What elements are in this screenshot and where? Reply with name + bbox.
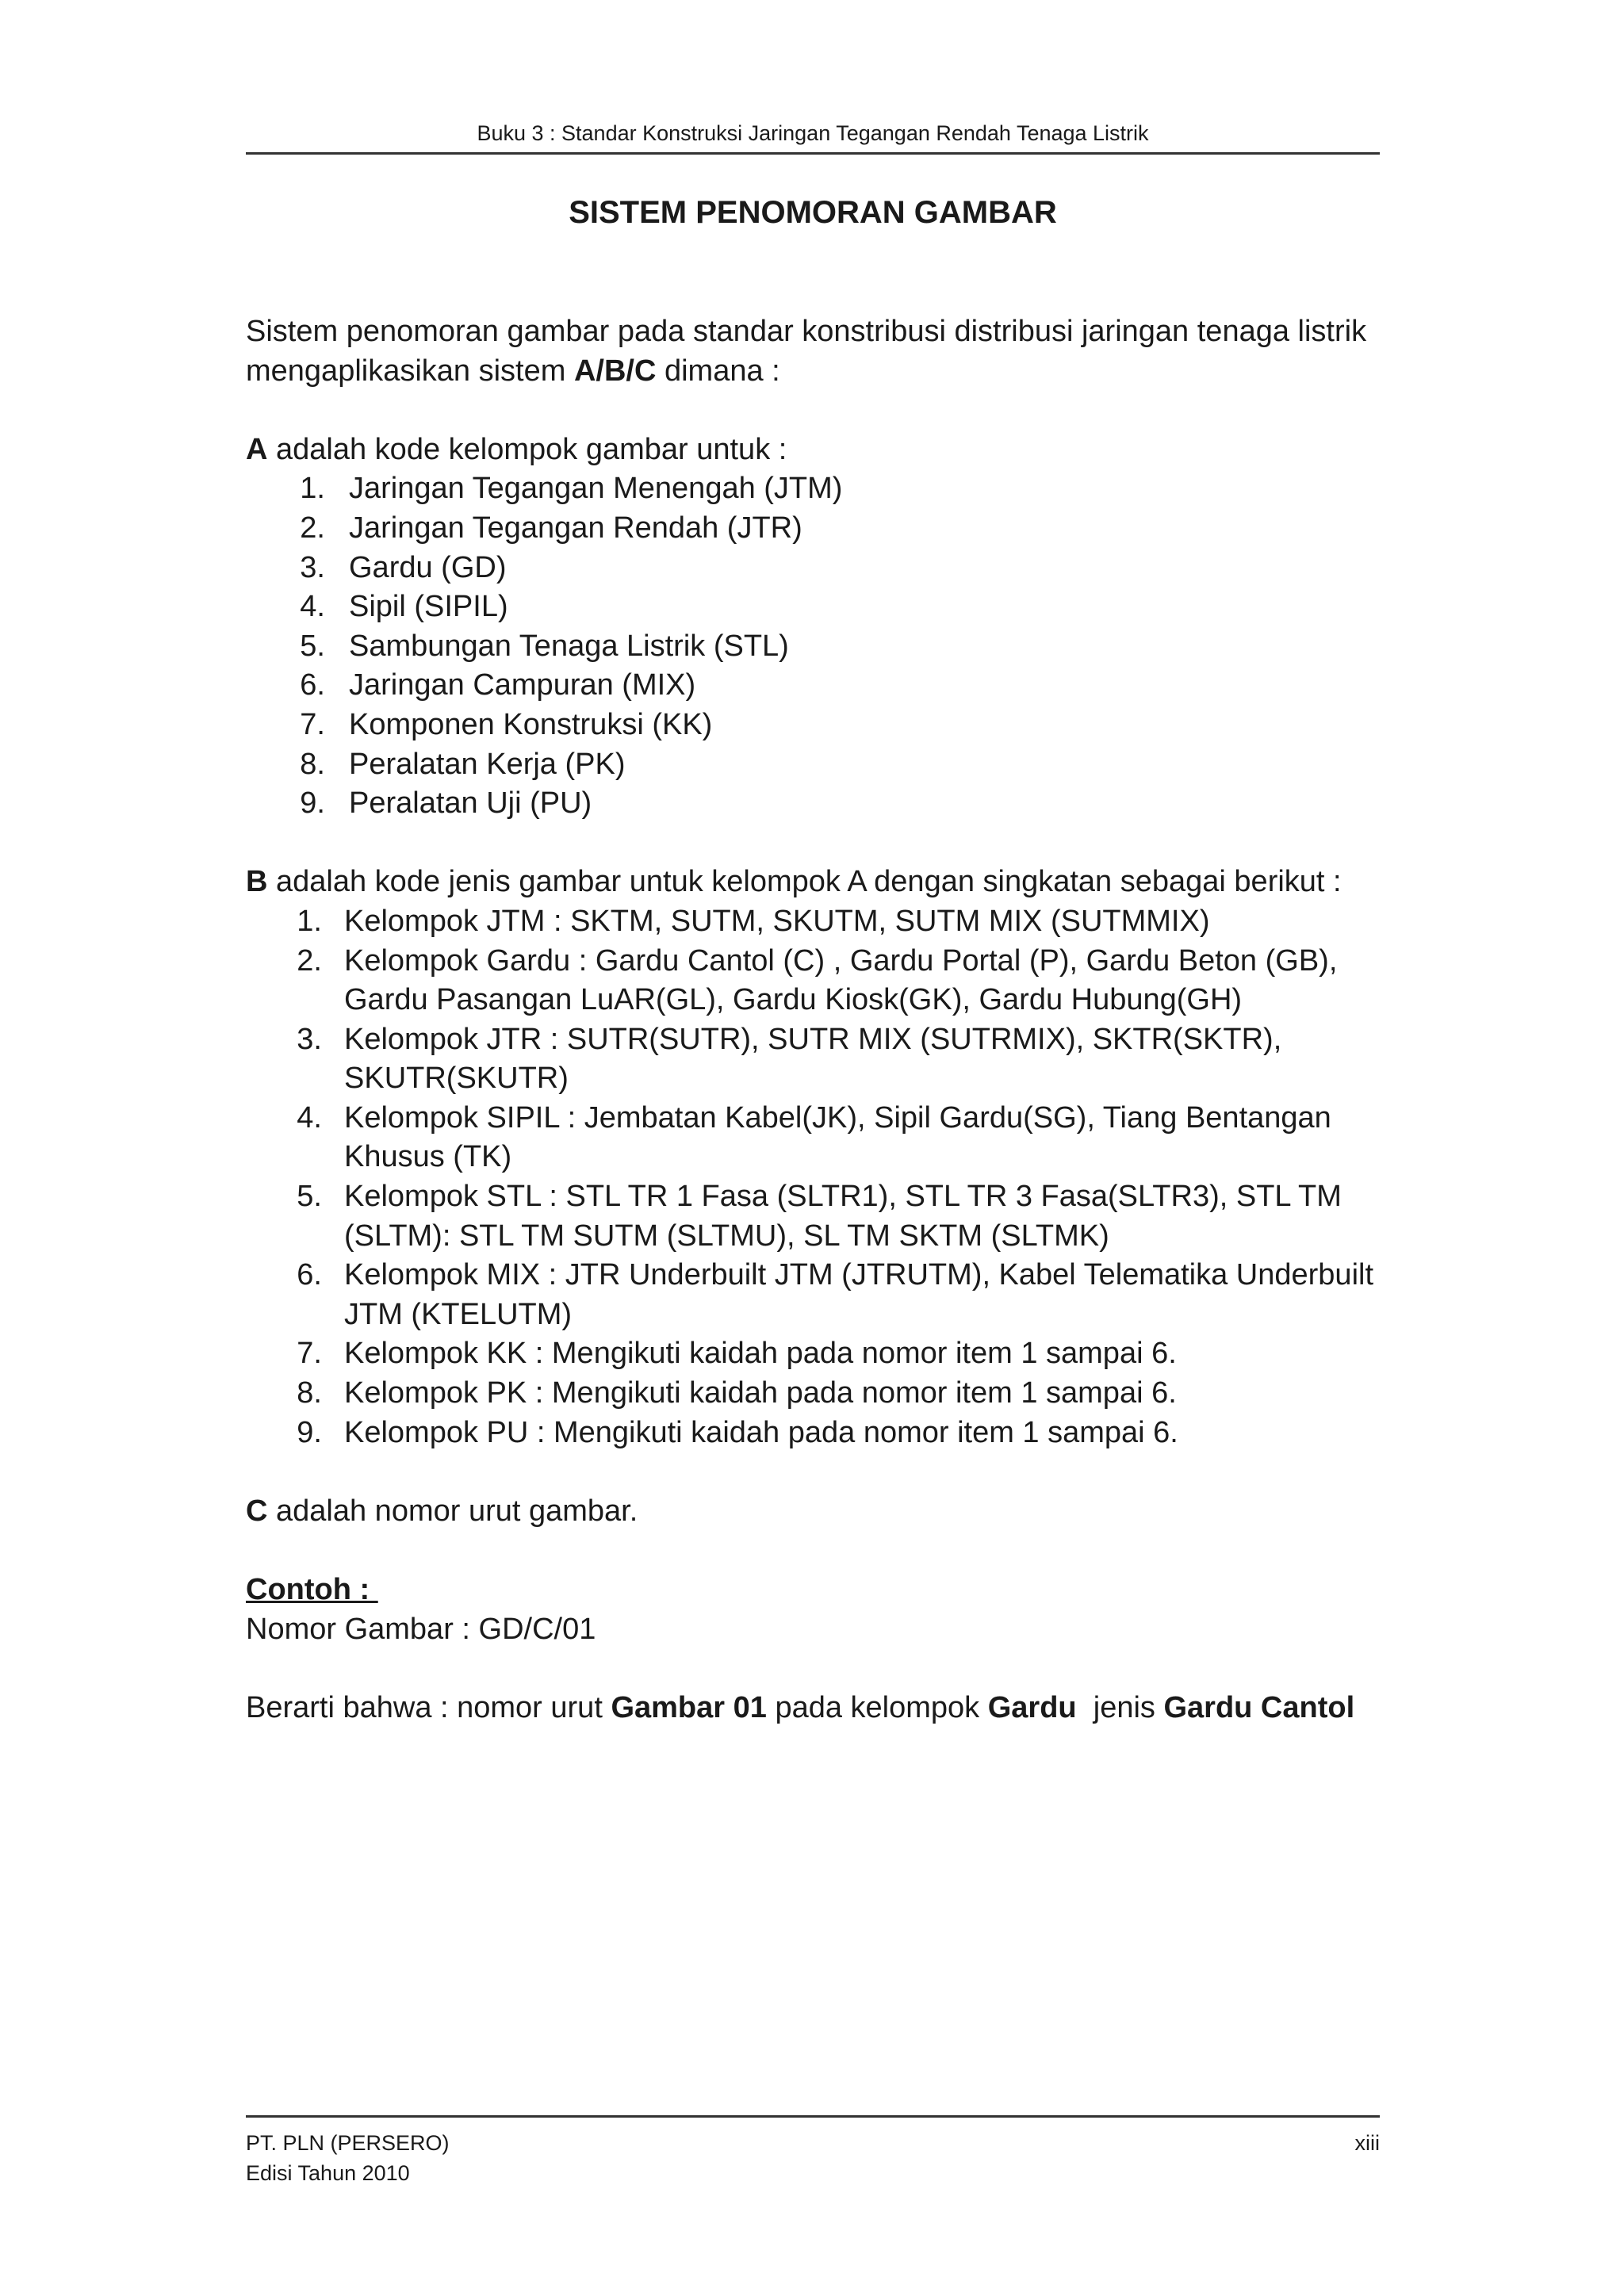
list-item: 7. Komponen Konstruksi (KK) (300, 707, 713, 741)
page-title: SISTEM PENOMORAN GAMBAR (569, 195, 1057, 230)
spacer (246, 391, 1380, 430)
intro-bold-system: A/B/C (573, 354, 657, 388)
list-item: 1. Jaringan Tegangan Menengah (JTM) (300, 472, 843, 506)
list-item: 2. Kelompok Gardu : Gardu Cantol (C) , Gardu Portal (P), Gardu Beton (GB), Gardu Pasangan LuAR(GL), Gardu Kiosk(GK), Gardu Hubung(GH) (297, 943, 1338, 1017)
list-item: 5. Kelompok STL : STL TR 1 Fasa (SLTR1), STL TR 3 Fasa(SLTR3), STL TM (SLTM): STL TM SUTM (SLTMU), SL TM SKTM (SLTMK) (297, 1180, 1342, 1253)
section-b-text: adalah kode jenis gambar untuk kelompok A dengan singkatan sebagai berikut : (267, 865, 1342, 899)
spacer (246, 824, 1380, 863)
list-item: 3. Gardu (GD) (300, 550, 507, 584)
section-b-list (246, 902, 1380, 1452)
list-item: 3. Kelompok JTR : SUTR(SUTR), SUTR MIX (SUTRMIX), SKTR(SKTR), SKUTR(SKUTR) (297, 1022, 1282, 1096)
example-meaning: Berarti bahwa : nomor urut Gambar 01 pada kelompok Gardu jenis Gardu Cantol (246, 1690, 1355, 1724)
section-c-text: adalah nomor urut gambar. (267, 1494, 638, 1528)
list-item: 6. Jaringan Campuran (MIX) (300, 668, 696, 702)
list-item: 6. Kelompok MIX : JTR Underbuilt JTM (JTRUTM), Kabel Telematika Underbuilt JTM (KTELUTM) (297, 1258, 1374, 1331)
running-header: Buku 3 : Standar Konstruksi Jaringan Tegangan Rendah Tenaga Listrik (477, 121, 1149, 145)
spacer (246, 1649, 1380, 1689)
footer-rule (246, 2115, 1380, 2118)
spacer (246, 1452, 1380, 1492)
list-item: 2. Jaringan Tegangan Rendah (JTR) (300, 511, 802, 545)
section-c-letter: C (246, 1494, 268, 1528)
section-b-heading (246, 863, 1380, 902)
list-item: 5. Sambungan Tenaga Listrik (STL) (300, 629, 789, 663)
section-a-heading (246, 430, 1380, 470)
footer-left (246, 2128, 450, 2188)
list-item: 8. Peralatan Kerja (PK) (300, 747, 626, 781)
header-rule (246, 152, 1380, 155)
list-item: 8. Kelompok PK : Mengikuti kaidah pada nomor item 1 sampai 6. (297, 1376, 1177, 1410)
section-a-text: adalah kode kelompok gambar untuk : (267, 432, 787, 466)
page-number: xiii (1354, 2131, 1380, 2155)
list-item: 7. Kelompok KK : Mengikuti kaidah pada nomor item 1 sampai 6. (297, 1337, 1177, 1371)
footer-edition: Edisi Tahun 2010 (246, 2161, 410, 2185)
body-content (246, 312, 1380, 1728)
section-c-line (246, 1492, 1380, 1532)
list-item: 9. Kelompok PU : Mengikuti kaidah pada nomor item 1 sampai 6. (297, 1415, 1178, 1449)
section-a-list (246, 469, 1380, 823)
spacer (246, 1531, 1380, 1571)
section-a-letter: A (246, 432, 268, 466)
list-item: 1. Kelompok JTM : SKTM, SUTM, SKUTM, SUTM MIX (SUTMMIX) (297, 904, 1210, 938)
intro-text: Sistem penomoran gambar pada standar konstribusi distribusi jaringan tenaga listrik mengaplikasikan sistem (246, 315, 1367, 388)
intro-text-end: dimana : (656, 354, 780, 388)
list-item: 9. Peralatan Uji (PU) (300, 786, 592, 821)
example-number-line: Nomor Gambar : GD/C/01 (246, 1612, 596, 1646)
section-b-letter: B (246, 865, 268, 899)
list-item: 4. Kelompok SIPIL : Jembatan Kabel(JK), Sipil Gardu(SG), Tiang Bentangan Khusus (TK) (297, 1100, 1331, 1174)
intro-paragraph (246, 312, 1380, 391)
example-heading: Contoh : (246, 1573, 378, 1606)
footer-company: PT. PLN (PERSERO) (246, 2131, 450, 2155)
list-item: 4. Sipil (SIPIL) (300, 590, 508, 624)
